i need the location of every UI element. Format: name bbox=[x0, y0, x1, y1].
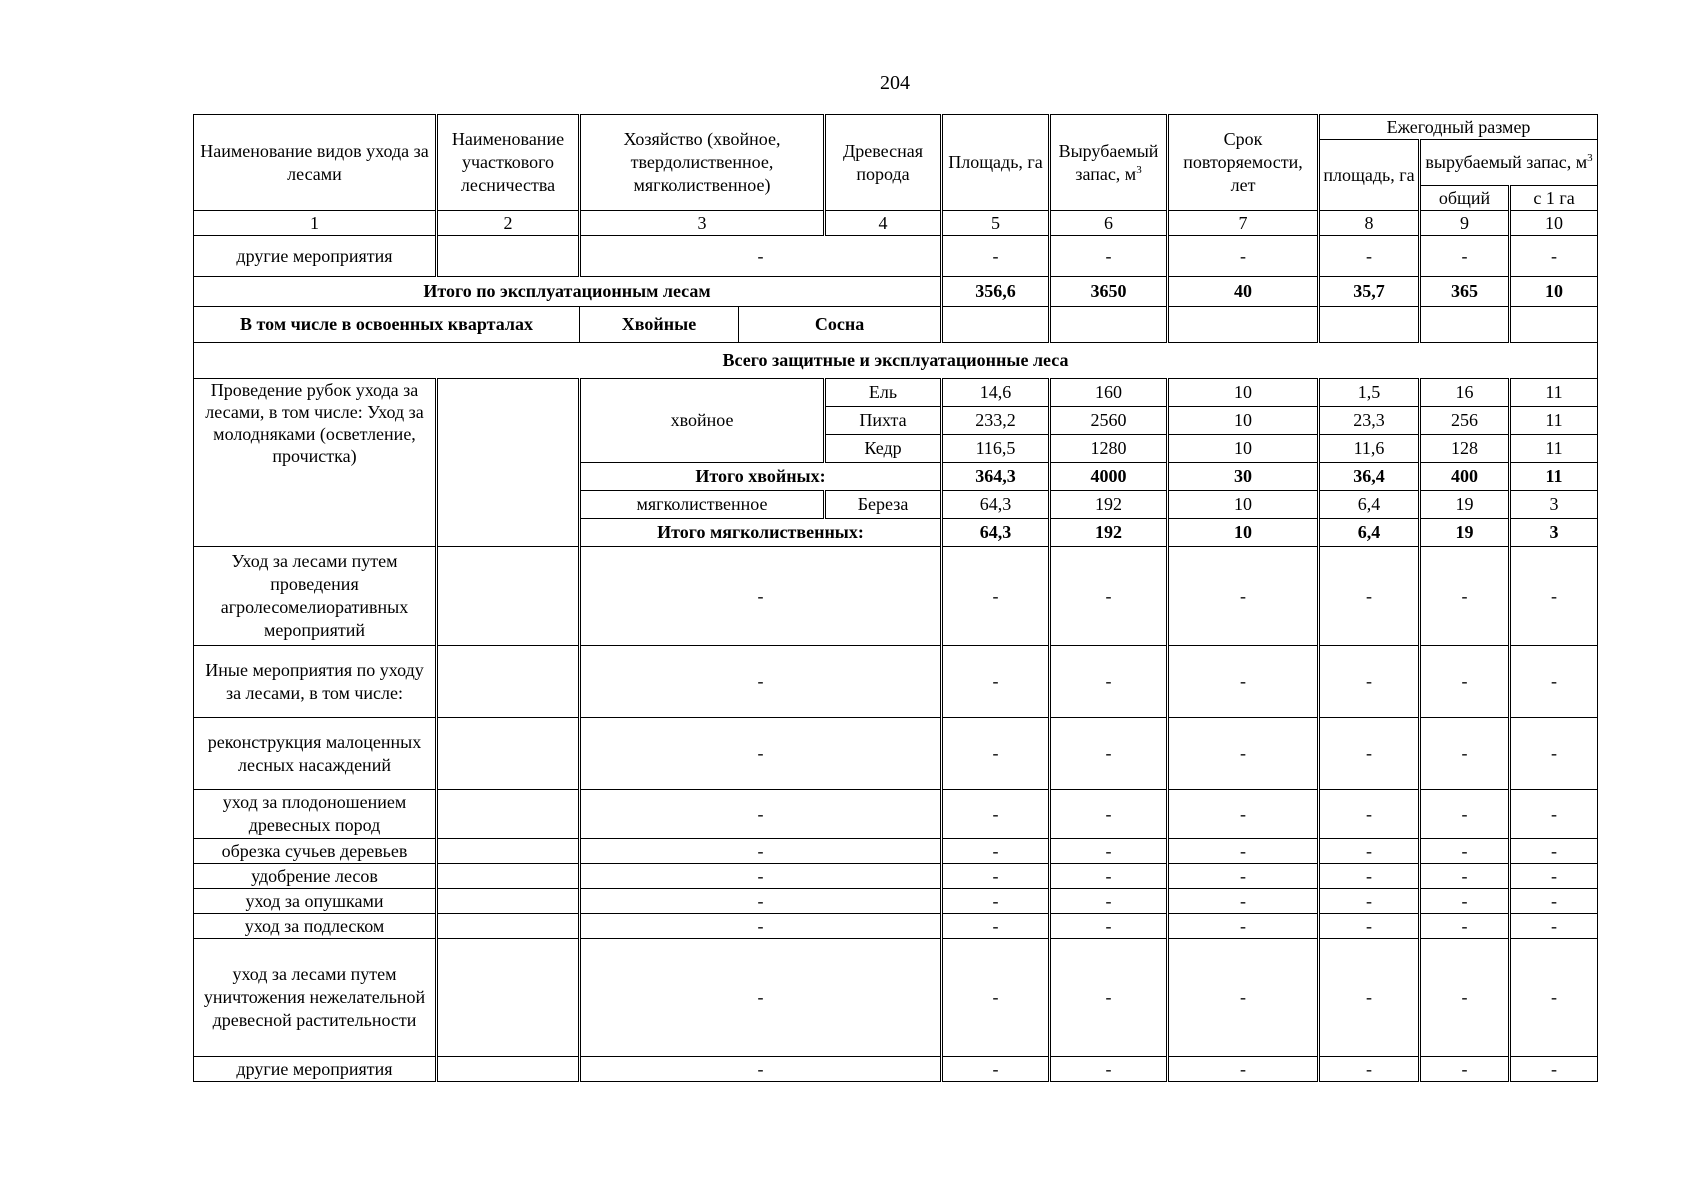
header-c1: Наименование видов ухода за лесами bbox=[194, 115, 437, 211]
col-num: 4 bbox=[825, 211, 942, 236]
economy-cell: - bbox=[580, 646, 942, 718]
value-cell: - bbox=[1050, 839, 1168, 864]
col-num: 5 bbox=[942, 211, 1050, 236]
value-cell: - bbox=[1319, 236, 1420, 277]
value-cell: - bbox=[1050, 914, 1168, 939]
table-row bbox=[194, 236, 1598, 277]
included-row bbox=[194, 307, 1598, 343]
value-cell: - bbox=[1319, 790, 1420, 839]
care-type-name: Уход за лесами путем проведения агролесомелиоративных мероприятий bbox=[194, 547, 437, 646]
value-cell: - bbox=[1168, 939, 1319, 1057]
value-cell: 6,4 bbox=[1319, 519, 1420, 547]
value-cell: - bbox=[1050, 889, 1168, 914]
forestry-cell bbox=[437, 379, 580, 547]
header-numbers-row bbox=[194, 211, 1598, 236]
forestry-cell bbox=[437, 864, 580, 889]
economy-cell: - bbox=[580, 1057, 942, 1082]
forest-care-table bbox=[193, 114, 1598, 1082]
value-cell: - bbox=[942, 914, 1050, 939]
total-conifer-label: Итого хвойных: bbox=[580, 463, 942, 491]
value-cell: - bbox=[1510, 939, 1598, 1057]
total-label: Итого по эксплуатационным лесам bbox=[194, 277, 942, 307]
economy-cell: - bbox=[580, 547, 942, 646]
value-cell: - bbox=[1510, 718, 1598, 790]
value-cell: - bbox=[1510, 839, 1598, 864]
value-cell: 2560 bbox=[1050, 407, 1168, 435]
value-cell bbox=[1420, 307, 1510, 343]
value-cell: 11 bbox=[1510, 407, 1598, 435]
value-cell: 11 bbox=[1510, 463, 1598, 491]
header-annual-area: площадь, га bbox=[1319, 140, 1420, 211]
value-cell: - bbox=[1510, 646, 1598, 718]
care-type-name: уход за опушками bbox=[194, 889, 437, 914]
value-cell: 256 bbox=[1420, 407, 1510, 435]
total-soft-label: Итого мягколиственных: bbox=[580, 519, 942, 547]
conifer-economy: хвойное bbox=[580, 379, 825, 463]
value-cell: - bbox=[1319, 889, 1420, 914]
value-cell: 35,7 bbox=[1319, 277, 1420, 307]
value-cell: 116,5 bbox=[942, 435, 1050, 463]
included-label: В том числе в освоенных кварталах bbox=[194, 307, 580, 343]
value-cell: - bbox=[1168, 889, 1319, 914]
value-cell: 1,5 bbox=[1319, 379, 1420, 407]
value-cell: 14,6 bbox=[942, 379, 1050, 407]
value-cell: - bbox=[1168, 236, 1319, 277]
value-cell: - bbox=[1319, 914, 1420, 939]
section-title: Всего защитные и эксплуатационные леса bbox=[194, 343, 1598, 379]
value-cell: - bbox=[1168, 718, 1319, 790]
header-c7: Срок повторяемости, лет bbox=[1168, 115, 1319, 211]
economy-cell: - bbox=[580, 718, 942, 790]
col-num: 6 bbox=[1050, 211, 1168, 236]
value-cell: 356,6 bbox=[942, 277, 1050, 307]
header-c2: Наименование участкового лесничества bbox=[437, 115, 580, 211]
value-cell: 40 bbox=[1168, 277, 1319, 307]
value-cell: - bbox=[1319, 646, 1420, 718]
value-cell: - bbox=[1510, 914, 1598, 939]
value-cell: - bbox=[942, 236, 1050, 277]
value-cell: - bbox=[1319, 1057, 1420, 1082]
economy-cell: - bbox=[580, 939, 942, 1057]
value-cell: 365 bbox=[1420, 277, 1510, 307]
header-annual-volume: вырубаемый запас, $м^3$ bbox=[1420, 140, 1598, 186]
forestry-cell bbox=[437, 939, 580, 1057]
species-cell: Береза bbox=[825, 491, 942, 519]
value-cell: - bbox=[1168, 646, 1319, 718]
table-row bbox=[194, 790, 1598, 839]
value-cell bbox=[1050, 307, 1168, 343]
value-cell: 23,3 bbox=[1319, 407, 1420, 435]
col-num: 2 bbox=[437, 211, 580, 236]
header-c3: Хозяйство (хвойное, твердолиственное, мягколиственное) bbox=[580, 115, 825, 211]
value-cell: 16 bbox=[1420, 379, 1510, 407]
value-cell: - bbox=[1168, 914, 1319, 939]
value-cell: 4000 bbox=[1050, 463, 1168, 491]
included-species: Сосна bbox=[739, 307, 942, 343]
table-row bbox=[194, 718, 1598, 790]
value-cell: - bbox=[1319, 547, 1420, 646]
table-row bbox=[194, 646, 1598, 718]
species-cell: Ель bbox=[825, 379, 942, 407]
value-cell: 64,3 bbox=[942, 519, 1050, 547]
value-cell: 10 bbox=[1168, 435, 1319, 463]
table-row bbox=[194, 889, 1598, 914]
value-cell: 11 bbox=[1510, 435, 1598, 463]
header-total: общий bbox=[1420, 186, 1510, 211]
value-cell: - bbox=[1420, 839, 1510, 864]
care-type-name: уход за плодоношением древесных пород bbox=[194, 790, 437, 839]
value-cell: - bbox=[942, 646, 1050, 718]
value-cell: - bbox=[1050, 1057, 1168, 1082]
value-cell: - bbox=[942, 718, 1050, 790]
header-c4: Древесная порода bbox=[825, 115, 942, 211]
value-cell: 10 bbox=[1168, 407, 1319, 435]
value-cell: 64,3 bbox=[942, 491, 1050, 519]
value-cell: 1280 bbox=[1050, 435, 1168, 463]
value-cell: - bbox=[1420, 1057, 1510, 1082]
included-economy: Хвойные bbox=[580, 307, 739, 343]
value-cell: - bbox=[942, 790, 1050, 839]
value-cell: - bbox=[1510, 889, 1598, 914]
value-cell: - bbox=[1050, 718, 1168, 790]
forestry-cell bbox=[437, 839, 580, 864]
table-row bbox=[194, 379, 1598, 407]
value-cell: - bbox=[942, 839, 1050, 864]
care-type-name: реконструкция малоценных лесных насаждений bbox=[194, 718, 437, 790]
thinning-name: Проведение рубок ухода за лесами, в том числе: Уход за молодняками (осветление, прочистка) bbox=[194, 379, 437, 547]
header-annual: Ежегодный размер bbox=[1319, 115, 1598, 140]
care-type-name: другие мероприятия bbox=[194, 1057, 437, 1082]
value-cell: - bbox=[1168, 864, 1319, 889]
col-num: 3 bbox=[580, 211, 825, 236]
value-cell: 19 bbox=[1420, 491, 1510, 519]
economy-cell: - bbox=[580, 236, 942, 277]
header-c6: Вырубаемый запас, $м^3$ bbox=[1050, 115, 1168, 211]
value-cell: 160 bbox=[1050, 379, 1168, 407]
table-row bbox=[194, 864, 1598, 889]
care-type-name: уход за подлеском bbox=[194, 914, 437, 939]
value-cell: 3 bbox=[1510, 491, 1598, 519]
col-num: 7 bbox=[1168, 211, 1319, 236]
value-cell: - bbox=[1168, 1057, 1319, 1082]
soft-economy: мягколиственное bbox=[580, 491, 825, 519]
value-cell: 192 bbox=[1050, 519, 1168, 547]
col-num: 10 bbox=[1510, 211, 1598, 236]
economy-cell: - bbox=[580, 839, 942, 864]
value-cell bbox=[1319, 307, 1420, 343]
value-cell: - bbox=[1319, 718, 1420, 790]
care-type-name: Иные мероприятия по уходу за лесами, в том числе: bbox=[194, 646, 437, 718]
value-cell: 3650 bbox=[1050, 277, 1168, 307]
header-c5: Площадь, га bbox=[942, 115, 1050, 211]
value-cell: - bbox=[1050, 547, 1168, 646]
col-num: 9 bbox=[1420, 211, 1510, 236]
species-cell: Кедр bbox=[825, 435, 942, 463]
value-cell: - bbox=[942, 939, 1050, 1057]
total-exploitation-row bbox=[194, 277, 1598, 307]
value-cell: - bbox=[942, 864, 1050, 889]
value-cell: 10 bbox=[1510, 277, 1598, 307]
value-cell: - bbox=[1319, 864, 1420, 889]
value-cell: - bbox=[1050, 790, 1168, 839]
economy-cell: - bbox=[580, 889, 942, 914]
value-cell: - bbox=[1319, 939, 1420, 1057]
col-num: 8 bbox=[1319, 211, 1420, 236]
value-cell: 10 bbox=[1168, 379, 1319, 407]
value-cell: - bbox=[1510, 864, 1598, 889]
forestry-cell bbox=[437, 646, 580, 718]
value-cell: - bbox=[1510, 236, 1598, 277]
value-cell bbox=[942, 307, 1050, 343]
page-number: 204 bbox=[880, 72, 910, 94]
species-cell: Пихта bbox=[825, 407, 942, 435]
forestry-cell bbox=[437, 547, 580, 646]
table-row bbox=[194, 1057, 1598, 1082]
value-cell: - bbox=[1420, 939, 1510, 1057]
value-cell: - bbox=[1510, 1057, 1598, 1082]
value-cell: 400 bbox=[1420, 463, 1510, 491]
value-cell: 233,2 bbox=[942, 407, 1050, 435]
value-cell: 128 bbox=[1420, 435, 1510, 463]
value-cell: - bbox=[942, 889, 1050, 914]
value-cell: 10 bbox=[1168, 519, 1319, 547]
forestry-cell bbox=[437, 790, 580, 839]
value-cell: 30 bbox=[1168, 463, 1319, 491]
value-cell: 192 bbox=[1050, 491, 1168, 519]
economy-cell: - bbox=[580, 864, 942, 889]
value-cell: - bbox=[942, 1057, 1050, 1082]
value-cell: - bbox=[1510, 790, 1598, 839]
section-row bbox=[194, 343, 1598, 379]
care-type-name: уход за лесами путем уничтожения нежелательной древесной растительности bbox=[194, 939, 437, 1057]
value-cell: - bbox=[1420, 646, 1510, 718]
economy-cell: - bbox=[580, 914, 942, 939]
value-cell: - bbox=[1510, 547, 1598, 646]
forestry-cell bbox=[437, 914, 580, 939]
value-cell: 6,4 bbox=[1319, 491, 1420, 519]
value-cell: - bbox=[1420, 236, 1510, 277]
care-type-name: удобрение лесов bbox=[194, 864, 437, 889]
table-row bbox=[194, 547, 1598, 646]
value-cell: - bbox=[1050, 939, 1168, 1057]
value-cell: - bbox=[1420, 864, 1510, 889]
value-cell: - bbox=[1168, 839, 1319, 864]
economy-cell: - bbox=[580, 790, 942, 839]
value-cell: - bbox=[1420, 790, 1510, 839]
col-num: 1 bbox=[194, 211, 437, 236]
care-type-name: другие мероприятия bbox=[194, 236, 437, 277]
value-cell: - bbox=[942, 547, 1050, 646]
value-cell: - bbox=[1319, 839, 1420, 864]
forestry-cell bbox=[437, 889, 580, 914]
forestry-cell bbox=[437, 236, 580, 277]
table-row bbox=[194, 914, 1598, 939]
value-cell: 364,3 bbox=[942, 463, 1050, 491]
value-cell bbox=[1510, 307, 1598, 343]
table-row bbox=[194, 839, 1598, 864]
value-cell: 11,6 bbox=[1319, 435, 1420, 463]
value-cell: - bbox=[1420, 914, 1510, 939]
forestry-cell bbox=[437, 1057, 580, 1082]
care-type-name: обрезка сучьев деревьев bbox=[194, 839, 437, 864]
value-cell: - bbox=[1168, 547, 1319, 646]
table-row bbox=[194, 939, 1598, 1057]
value-cell: - bbox=[1050, 864, 1168, 889]
value-cell: - bbox=[1168, 790, 1319, 839]
value-cell: - bbox=[1420, 547, 1510, 646]
value-cell: 11 bbox=[1510, 379, 1598, 407]
value-cell: - bbox=[1420, 889, 1510, 914]
header-per-ha: с 1 га bbox=[1510, 186, 1598, 211]
value-cell: - bbox=[1420, 718, 1510, 790]
value-cell: - bbox=[1050, 236, 1168, 277]
value-cell: 19 bbox=[1420, 519, 1510, 547]
value-cell: 10 bbox=[1168, 491, 1319, 519]
value-cell bbox=[1168, 307, 1319, 343]
value-cell: 36,4 bbox=[1319, 463, 1420, 491]
forestry-cell bbox=[437, 718, 580, 790]
value-cell: 3 bbox=[1510, 519, 1598, 547]
value-cell: - bbox=[1050, 646, 1168, 718]
